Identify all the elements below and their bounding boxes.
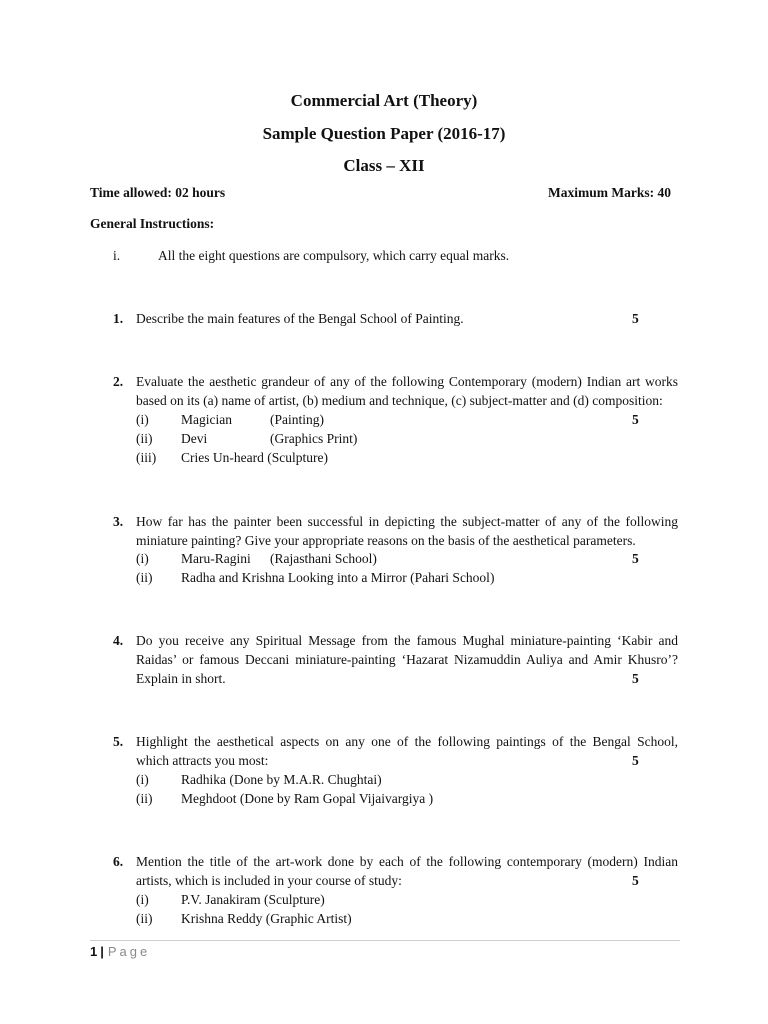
question-text-line: which attracts you most: <box>136 753 269 768</box>
option-detail: (Painting) <box>270 412 324 427</box>
option-detail: (Rajasthani School) <box>270 551 377 566</box>
question-number: 5. <box>113 734 124 749</box>
general-instructions-heading: General Instructions: <box>90 216 215 231</box>
question-text-line: miniature painting? Give your appropriate reasons on the basis of the aesthetical parameters. <box>136 533 636 548</box>
option-title: Krishna Reddy (Graphic Artist) <box>181 911 352 926</box>
question-marks: 5 <box>632 671 639 686</box>
option-title: Maru-Ragini <box>181 551 251 566</box>
option-title: Devi <box>181 431 208 446</box>
question-number: 2. <box>113 374 124 389</box>
question-text-line: artists, which is included in your course of study: <box>136 873 402 888</box>
question-number: 1. <box>113 311 124 326</box>
question-marks: 5 <box>632 873 639 888</box>
question-text-line: Do you receive any Spiritual Message from the famous Mughal miniature-painting ‘Kabir and <box>136 633 678 648</box>
option-title: Cries Un-heard (Sculpture) <box>181 450 328 465</box>
option-number: (i) <box>136 412 149 427</box>
option-title: Radha and Krishna Looking into a Mirror (Pahari School) <box>181 570 495 585</box>
question-text-line: Evaluate the aesthetic grandeur of any of the following Contemporary (modern) Indian art works <box>136 374 678 389</box>
option-number: (iii) <box>136 450 157 465</box>
question-text-line: Mention the title of the art-work done by each of the following contemporary (modern) Indian <box>136 854 678 869</box>
question-text-line: Raidas’ or famous Deccani miniature-painting ‘Hazarat Nizamuddin Auliya and Amir Khusro’? <box>136 652 678 667</box>
maximum-marks: Maximum Marks: 40 <box>548 185 671 200</box>
option-number: (ii) <box>136 911 153 926</box>
question-text-line: Highlight the aesthetical aspects on any one of the following paintings of the Bengal School, <box>136 734 678 749</box>
option-title: Magician <box>181 412 232 427</box>
instruction-text: All the eight questions are compulsory, which carry equal marks. <box>158 248 510 263</box>
question-marks: 5 <box>632 311 639 326</box>
question-number: 4. <box>113 633 124 648</box>
page-label: Page <box>107 944 151 959</box>
paper-title: Sample Question Paper (2016-17) <box>262 124 506 143</box>
page-number: 1 <box>90 944 98 959</box>
option-number: (ii) <box>136 570 153 585</box>
question-number: 3. <box>113 514 124 529</box>
option-title: P.V. Janakiram (Sculpture) <box>181 892 325 907</box>
question-text-line: Describe the main features of the Bengal School of Painting. <box>136 311 464 326</box>
option-number: (ii) <box>136 431 153 446</box>
footer-divider <box>90 940 680 941</box>
paper-subject-title: Commercial Art (Theory) <box>290 91 478 110</box>
question-text-line: How far has the painter been successful in depicting the subject-matter of any of the following <box>136 514 678 529</box>
option-number: (i) <box>136 772 149 787</box>
question-number: 6. <box>113 854 124 869</box>
footer-separator: | <box>100 944 104 959</box>
question-marks: 5 <box>632 412 639 427</box>
page-footer <box>90 944 150 959</box>
option-number: (i) <box>136 892 149 907</box>
question-marks: 5 <box>632 753 639 768</box>
option-title: Radhika (Done by M.A.R. Chughtai) <box>181 772 382 787</box>
option-title: Meghdoot (Done by Ram Gopal Vijaivargiya ) <box>181 791 434 806</box>
instruction-number: i. <box>113 248 121 263</box>
question-text-line: based on its (a) name of artist, (b) medium and technique, (c) subject-matter and (d) composition: <box>136 393 663 408</box>
time-allowed: Time allowed: 02 hours <box>90 185 226 200</box>
option-number: (i) <box>136 551 149 566</box>
question-marks: 5 <box>632 551 639 566</box>
option-detail: (Graphics Print) <box>270 431 358 446</box>
question-text-line: Explain in short. <box>136 671 226 686</box>
class-title: Class – XII <box>343 156 425 175</box>
option-number: (ii) <box>136 791 153 806</box>
